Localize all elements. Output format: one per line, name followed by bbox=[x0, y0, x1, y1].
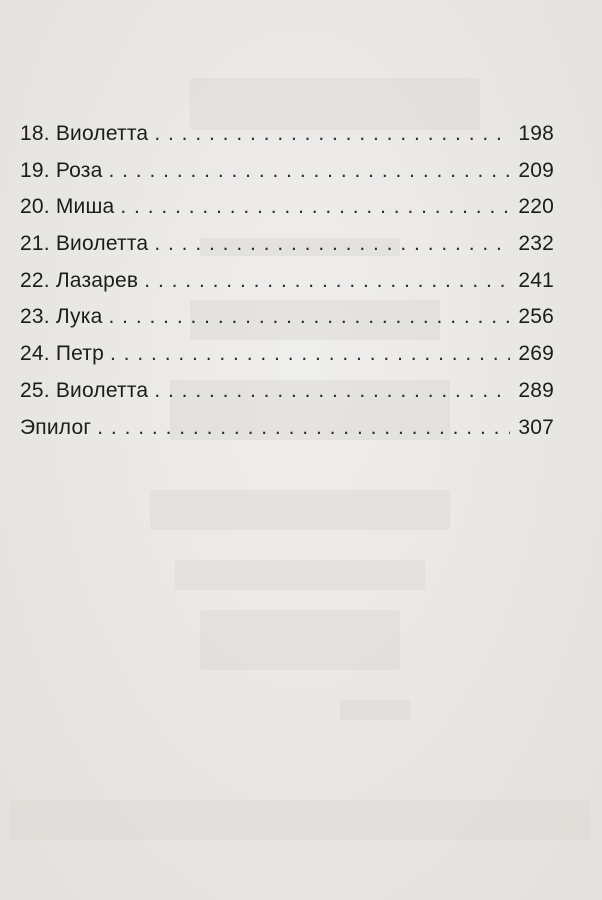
toc-entry bbox=[20, 122, 554, 159]
toc-entry-page: 220 bbox=[518, 195, 554, 219]
toc-entry bbox=[20, 159, 554, 196]
toc-entry bbox=[20, 195, 554, 232]
toc-entry-page: 269 bbox=[518, 342, 554, 366]
toc-leader-dots bbox=[120, 195, 510, 219]
toc-leader-dots bbox=[108, 159, 510, 183]
toc-entry bbox=[20, 269, 554, 306]
toc-entry bbox=[20, 342, 554, 379]
toc-entry bbox=[20, 416, 554, 453]
toc-leader-dots bbox=[97, 416, 510, 440]
bleed-through-block bbox=[200, 610, 400, 670]
toc-entry-page: 256 bbox=[518, 305, 554, 329]
toc-entry-title: 18. Виолетта bbox=[20, 122, 149, 145]
toc-entry-title: 24. Петр bbox=[20, 342, 105, 366]
toc-entry-page: 198 bbox=[518, 122, 554, 145]
toc-leader-dots bbox=[154, 379, 510, 403]
toc-entry-page: 241 bbox=[518, 268, 554, 292]
toc-leader-dots bbox=[154, 232, 510, 256]
toc-leader-dots bbox=[108, 305, 510, 329]
toc-entry bbox=[20, 305, 554, 342]
toc-entry-page: 307 bbox=[518, 415, 554, 439]
toc-entry-page: 232 bbox=[518, 232, 554, 256]
table-of-contents bbox=[20, 122, 554, 452]
toc-leader-dots bbox=[144, 269, 510, 293]
toc-entry-title: 20. Миша bbox=[20, 195, 115, 219]
toc-entry-title: 22. Лазарев bbox=[20, 268, 139, 292]
toc-entry bbox=[20, 232, 554, 269]
toc-entry bbox=[20, 379, 554, 416]
toc-entry-title: 23. Лука bbox=[20, 305, 103, 329]
toc-leader-dots bbox=[154, 122, 510, 146]
toc-entry-title: 19. Роза bbox=[20, 158, 103, 182]
toc-entry-page: 209 bbox=[518, 158, 554, 182]
toc-leader-dots bbox=[110, 342, 510, 366]
bleed-through-block bbox=[175, 560, 425, 590]
bleed-through-block bbox=[10, 800, 590, 840]
toc-entry-title: 25. Виолетта bbox=[20, 378, 149, 402]
toc-entry-title: 21. Виолетта bbox=[20, 232, 149, 256]
bleed-through-block bbox=[150, 490, 450, 530]
toc-entry-page: 289 bbox=[518, 378, 554, 402]
toc-entry-title: Эпилог bbox=[20, 415, 92, 439]
bleed-through-block bbox=[340, 700, 410, 720]
